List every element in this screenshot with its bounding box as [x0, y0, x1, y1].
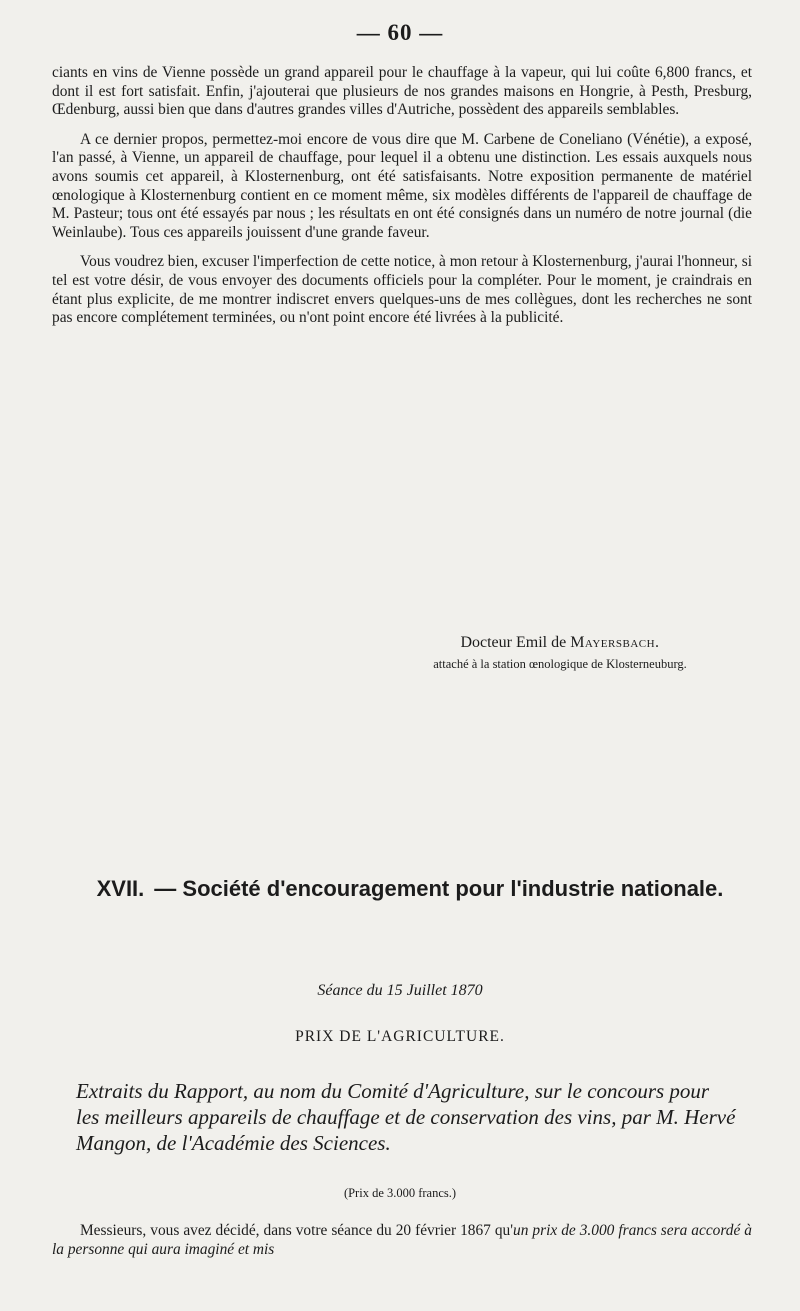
report-extract-title: Extraits du Rapport, au nom du Comité d'Agriculture, sur le concours pour les meilleurs appareils de chauffage et de conservation des vins, par M. Hervé Mangon, de l'Académie des Sciences.: [76, 1079, 736, 1155]
signature-name: [360, 634, 760, 652]
seance-date: Séance du 15 Juillet 1870: [317, 982, 483, 999]
closing-paragraph: [52, 1222, 752, 1259]
closing-italic: un prix de 3.000 francs sera accordé à la personne qui aura imaginé et mis: [52, 1222, 752, 1258]
section-heading: [60, 874, 760, 904]
page-number: — 60 —: [356, 20, 444, 45]
closing-text: Messieurs, vous avez décidé, dans votre séance du 20 février 1867 qu': [80, 1222, 514, 1239]
signature-role: attaché à la station œnologique de Klosterneuburg.: [433, 657, 687, 671]
section-title: — Société d'encouragement pour l'industrie nationale.: [154, 876, 724, 901]
paragraph-continuation: ciants en vins de Vienne possède un grand appareil pour le chauffage à la vapeur, qui lui coûte 6,800 francs, et dont il est fort satisfait. Enfin, j'ajouterai que plusieurs de nos grandes maisons en Hongrie, à Pesth, Presburg, Œdenburg, aussi bien que dans d'autres grandes villes d'Autriche, possèdent des appareils semblables.: [52, 64, 752, 119]
signature-prefix: Docteur Emil de: [460, 634, 571, 651]
prize-heading: PRIX DE L'AGRICULTURE.: [295, 1028, 505, 1045]
body-text: [52, 64, 752, 339]
prize-amount: (Prix de 3.000 francs.): [343, 1186, 457, 1200]
signature-surname: Mayersbach.: [570, 634, 660, 651]
paragraph-apology: Vous voudrez bien, excuser l'imperfection de cette notice, à mon retour à Klosternenburg, j'aurai l'honneur, si tel est votre désir, de vous envoyer des documents officiels pour la compléter. Pour le moment, je craindrais en étant plus explicite, de me montrer indiscret envers quelques-uns de mes collègues, dont les recherches ne sont pas encore complétement terminées, ou n'ont point encore été livrées à la publicité.: [52, 253, 752, 327]
paragraph-carbene: A ce dernier propos, permettez-moi encore de vous dire que M. Carbene de Coneliano (Vénétie), a exposé, l'an passé, à Vienne, un appareil de chauffage, pour lequel il a obtenu une distinction. Les essais auxquels nous avons soumis cet appareil, à Klosternenburg, ont été satisfaisants. Notre exposition permanente de matériel œnologique à Klosternenburg contient en ce moment même, six modèles différents de l'appareil de chauffage de M. Pasteur; tous ont été essayés par nous ; les résultats en ont été consignés dans un numéro de notre journal (die Weinlaube). Tous ces appareils jouissent d'une grande faveur.: [52, 130, 752, 241]
signature-block: [360, 634, 760, 672]
section-number: XVII.: [96, 876, 145, 901]
